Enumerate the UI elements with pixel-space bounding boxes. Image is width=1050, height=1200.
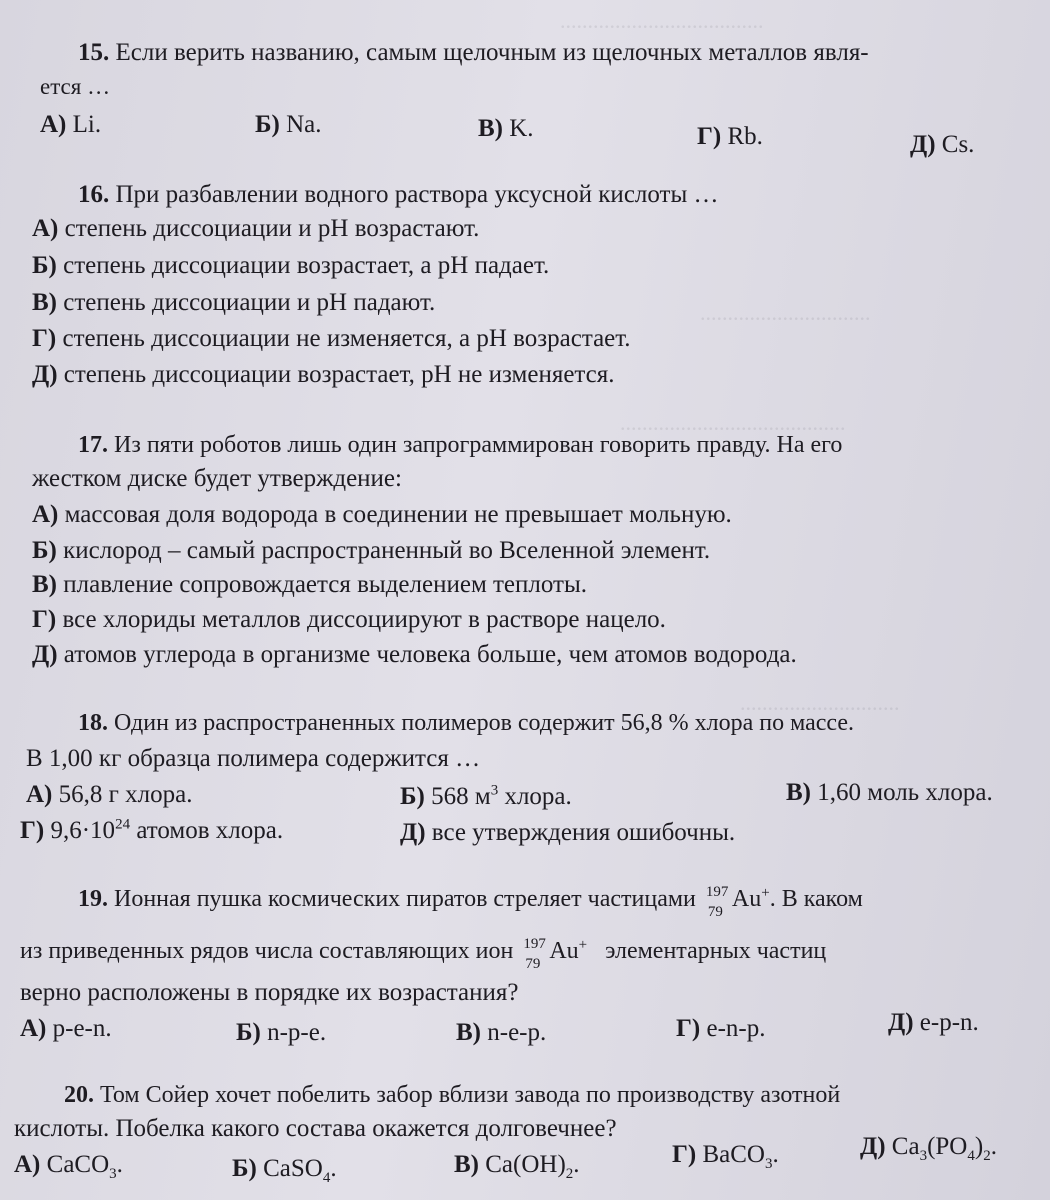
option-text-mid: (PO xyxy=(927,1133,968,1160)
option-letter: В) xyxy=(478,115,503,142)
option-text-suffix: атомов хлора. xyxy=(130,817,284,844)
question-18-text-cont: В 1,00 кг образца полимера содержится … xyxy=(26,745,481,772)
option-letter: Д) xyxy=(860,1133,886,1160)
option-letter: Б) xyxy=(236,1019,261,1046)
question-17-text-cont: жестком диске будет утверждение: xyxy=(32,465,402,492)
option-letter: В) xyxy=(454,1151,479,1178)
option-letter: В) xyxy=(32,289,57,316)
option-text: степень диссоциации и pH возрастают. xyxy=(64,215,480,242)
option-letter: Б) xyxy=(232,1155,257,1182)
option-b[interactable] xyxy=(400,782,572,812)
option-d[interactable] xyxy=(32,324,631,354)
question-number: 17. xyxy=(78,432,108,458)
question-stem: Один из распространенных полимеров содержит 56,8 % хлора по массе. xyxy=(114,710,855,736)
option-text: все утверждения ошибочны. xyxy=(431,819,736,846)
mass-number: 197 xyxy=(705,884,729,901)
option-e[interactable] xyxy=(32,360,615,390)
question-number: 19. xyxy=(78,886,108,912)
option-text-suffix: . xyxy=(116,1151,123,1178)
question-stem: Из пяти роботов лишь один запрограммирован говорить правду. На его xyxy=(114,432,843,458)
question-18-text xyxy=(78,708,854,738)
option-letter: Г) xyxy=(672,1141,697,1168)
question-number: 20. xyxy=(64,1082,94,1108)
option-b[interactable] xyxy=(255,110,322,140)
option-c[interactable] xyxy=(454,1150,580,1180)
option-e[interactable] xyxy=(32,640,797,670)
option-text: K. xyxy=(509,115,534,142)
option-text: массовая доля водорода в соединении не превышает мольную. xyxy=(64,501,732,528)
subscript: 2 xyxy=(983,1148,991,1164)
option-letter: Г) xyxy=(20,817,45,844)
option-text: 56,8 г хлора. xyxy=(58,781,193,808)
option-e[interactable] xyxy=(400,818,735,848)
option-b[interactable] xyxy=(32,251,549,281)
option-text: Ca(OH) xyxy=(485,1151,566,1178)
question-stem-cont: . В каком xyxy=(769,886,863,912)
option-letter: А) xyxy=(40,111,67,138)
option-text: BaCO xyxy=(702,1141,765,1168)
element-symbol: Au xyxy=(731,886,762,912)
subscript: 2 xyxy=(565,1166,574,1182)
option-letter: А) xyxy=(32,501,59,528)
question-20-text xyxy=(64,1080,840,1110)
option-a[interactable] xyxy=(26,780,192,810)
option-text: атомов углерода в организме человека больше, чем атомов водорода. xyxy=(63,641,797,668)
option-text-mid: ) xyxy=(974,1133,984,1160)
option-letter: В) xyxy=(456,1019,481,1046)
option-c[interactable] xyxy=(456,1018,546,1048)
option-letter: В) xyxy=(32,571,57,598)
option-letter: Б) xyxy=(32,537,57,564)
option-d[interactable] xyxy=(672,1140,779,1170)
option-e[interactable] xyxy=(888,1008,979,1038)
option-letter: Г) xyxy=(676,1015,701,1042)
question-number: 15. xyxy=(78,39,110,66)
option-text: CaSO xyxy=(263,1155,323,1182)
option-b[interactable] xyxy=(232,1154,337,1184)
option-text: степень диссоциации не изменяется, а pH возрастает. xyxy=(62,325,631,352)
question-19-text-line2 xyxy=(20,936,827,973)
question-19-text xyxy=(78,884,863,921)
question-stem-cont: элементарных частиц xyxy=(605,938,827,964)
option-b[interactable] xyxy=(236,1018,326,1048)
option-text: 9,6·10 xyxy=(50,817,116,844)
option-text: плавление сопровождается выделением теплоты. xyxy=(63,571,588,598)
question-19-text-line3: верно расположены в порядке их возрастания? xyxy=(20,979,519,1006)
question-17-text xyxy=(78,430,842,460)
option-a[interactable] xyxy=(32,500,732,530)
nuclide-symbol xyxy=(519,936,549,973)
option-text: Ca xyxy=(891,1133,920,1160)
option-b[interactable] xyxy=(32,536,710,566)
option-text: 568 м xyxy=(431,783,491,810)
option-letter: Б) xyxy=(400,783,425,810)
option-letter: А) xyxy=(14,1151,41,1178)
subscript: 3 xyxy=(109,1166,117,1182)
option-text: e-p-n. xyxy=(919,1009,979,1036)
ion-charge: + xyxy=(578,937,588,953)
subscript: 4 xyxy=(967,1148,975,1164)
superscript: 3 xyxy=(490,782,499,799)
ion-charge: + xyxy=(761,885,770,901)
option-letter: В) xyxy=(786,779,811,806)
bleed-through-text: ..................................... xyxy=(560,8,764,33)
bleed-through-text: ......................................... xyxy=(620,410,846,435)
option-letter: Д) xyxy=(32,641,58,668)
option-text: Li. xyxy=(72,111,102,138)
option-d[interactable] xyxy=(697,122,763,152)
option-text: кислород – самый распространенный во Вселенной элемент. xyxy=(63,537,711,564)
question-stem: из приведенных рядов числа составляющих ион xyxy=(20,938,514,964)
option-letter: Д) xyxy=(32,361,58,388)
option-e[interactable] xyxy=(910,130,974,160)
option-letter: Г) xyxy=(697,123,722,150)
option-text: Na. xyxy=(286,111,322,138)
nuclide-symbol xyxy=(702,884,732,921)
option-text: n-e-p. xyxy=(487,1019,547,1046)
subscript: 3 xyxy=(764,1156,773,1172)
question-stem: Ионная пушка космических пиратов стреляет частицами xyxy=(114,886,696,912)
option-letter: Д) xyxy=(910,131,936,158)
option-letter: А) xyxy=(26,781,53,808)
option-letter: А) xyxy=(32,215,59,242)
option-c[interactable] xyxy=(32,570,587,600)
option-text: степень диссоциации и pH падают. xyxy=(63,289,436,316)
option-e[interactable] xyxy=(860,1132,997,1162)
option-d[interactable] xyxy=(20,816,283,846)
option-letter: А) xyxy=(20,1015,47,1042)
atomic-number: 79 xyxy=(707,904,723,921)
option-text: CaCO xyxy=(46,1151,110,1178)
option-text: Rb. xyxy=(727,123,763,150)
option-c[interactable] xyxy=(32,288,435,318)
option-text: e-n-p. xyxy=(706,1015,766,1042)
option-c[interactable] xyxy=(786,778,993,808)
question-15-text xyxy=(78,38,869,68)
question-stem: Если верить названию, самым щелочным из щелочных металлов явля- xyxy=(115,39,869,66)
option-letter: Д) xyxy=(400,819,426,846)
option-letter: Д) xyxy=(888,1009,914,1036)
question-16-text xyxy=(78,180,719,210)
subscript: 4 xyxy=(322,1170,331,1186)
question-number: 18. xyxy=(78,710,108,736)
option-text-suffix: . xyxy=(573,1151,580,1178)
option-text: p-e-n. xyxy=(52,1015,112,1042)
question-20-text-cont: кислоты. Побелка какого состава окажется долговечнее? xyxy=(14,1115,617,1142)
option-text: степень диссоциации возрастает, pH не изменяется. xyxy=(63,361,615,388)
option-letter: Б) xyxy=(255,111,280,138)
question-stem: При разбавлении водного раствора уксусной кислоты … xyxy=(115,181,719,208)
superscript: 24 xyxy=(115,816,131,833)
option-letter: Г) xyxy=(32,325,57,352)
option-text: степень диссоциации возрастает, а pH падает. xyxy=(63,252,550,279)
option-text-suffix: . xyxy=(772,1141,779,1168)
option-text: Cs. xyxy=(941,131,975,158)
option-text-suffix: . xyxy=(990,1133,997,1160)
subscript: 3 xyxy=(919,1148,928,1164)
option-letter: Г) xyxy=(32,606,57,633)
option-text-suffix: . xyxy=(330,1155,337,1182)
option-d[interactable] xyxy=(676,1014,765,1044)
option-a[interactable] xyxy=(20,1014,112,1044)
option-letter: Б) xyxy=(32,252,57,279)
question-stem: Том Сойер хочет побелить забор вблизи завода по производству азотной xyxy=(100,1082,841,1108)
element-symbol: Au xyxy=(549,938,579,964)
question-number: 16. xyxy=(78,181,110,208)
option-text-suffix: хлора. xyxy=(498,783,572,810)
bleed-through-text: ............................... xyxy=(700,300,871,325)
option-text: 1,60 моль хлора. xyxy=(817,779,993,806)
mass-number: 197 xyxy=(523,936,546,953)
atomic-number: 79 xyxy=(525,956,541,973)
option-d[interactable] xyxy=(32,605,666,635)
option-c[interactable] xyxy=(478,114,534,144)
option-text: все хлориды металлов диссоциируют в растворе нацело. xyxy=(62,606,666,633)
bleed-through-text: ............................. xyxy=(740,690,900,715)
option-a[interactable] xyxy=(14,1150,123,1180)
option-a[interactable] xyxy=(32,214,479,244)
option-text: n-p-e. xyxy=(267,1019,327,1046)
option-a[interactable] xyxy=(40,110,101,140)
question-15-text-cont: ется … xyxy=(40,74,111,99)
